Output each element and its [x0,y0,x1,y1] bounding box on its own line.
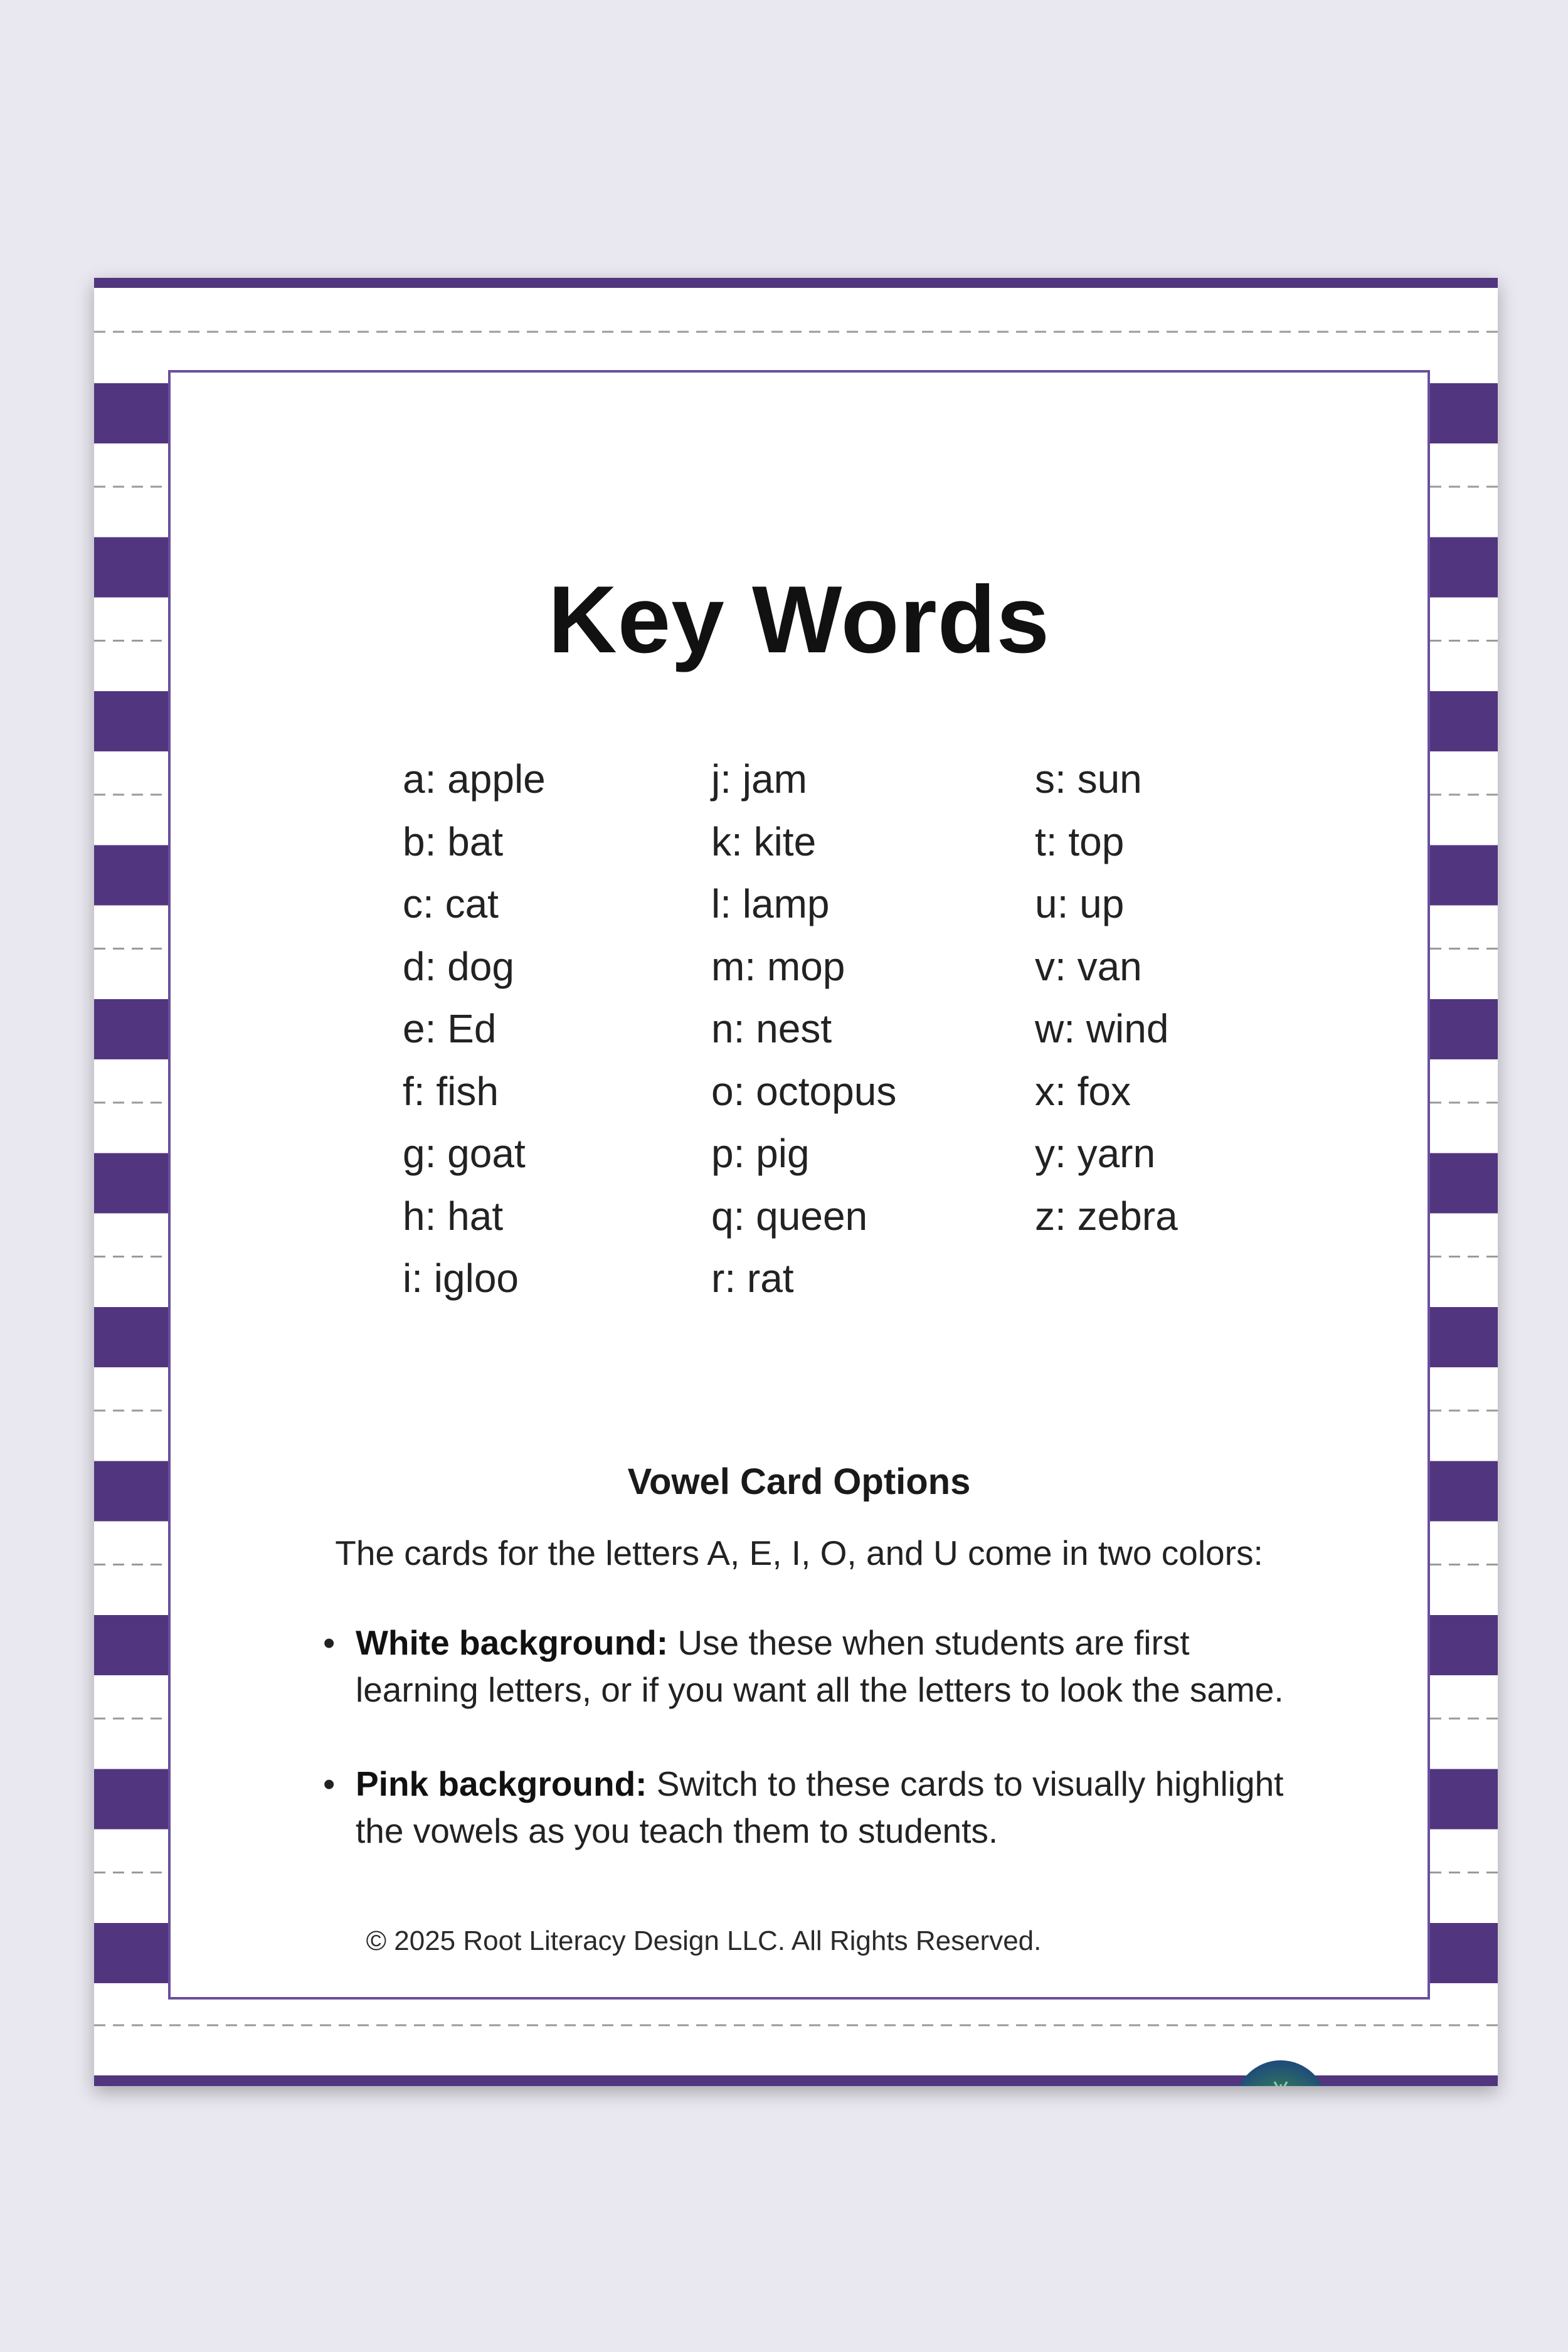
border-stripe-left [94,1615,168,1675]
key-words-column-1 [403,748,546,1310]
key-word-item: z: zebra [1035,1193,1178,1239]
worksheet-page [94,278,1498,2125]
key-word-item: n: nest [711,1006,832,1051]
key-word-item: r: rat [711,1256,794,1301]
bullet-icon: • [323,1623,336,1662]
border-stripe-right [1430,1307,1498,1367]
bullet-icon: • [323,1764,336,1803]
vowel-option-text: Switch to these cards to visually highlight the vowels as you teach them to students. [356,1764,1284,1850]
key-word-item: k: kite [711,818,817,864]
vowel-option-label: Pink background: [356,1764,647,1803]
key-word-item: c: cat [403,881,499,926]
border-stripe-right [1430,383,1498,443]
key-word-item: v: van [1035,943,1142,989]
border-stripe-right [1430,999,1498,1059]
border-stripe-right [1430,845,1498,906]
border-stripe-left [94,383,168,443]
key-word-item: t: top [1035,818,1125,864]
border-stripe-right [1430,1153,1498,1214]
key-word-item: q: queen [711,1193,868,1239]
vowel-section-intro: The cards for the letters A, E, I, O, and U come in two colors: [335,1534,1263,1572]
border-stripe-left [94,691,168,751]
tree-logo-icon: ROOT LITERACY DESIGN [1233,2059,1328,2086]
key-words-column-2 [711,748,896,1310]
key-word-item: y: yarn [1035,1131,1156,1176]
border-stripe-right [1430,691,1498,751]
key-word-item: p: pig [711,1131,810,1176]
copyright-footer: © 2025 Root Literacy Design LLC. All Rights Reserved. [366,1926,1042,1956]
border-stripe-left [94,999,168,1059]
border-stripe-left [94,1769,168,1830]
border-stripe-left [94,1461,168,1522]
page-title: Key Words [548,566,1051,673]
key-word-item: l: lamp [711,881,830,926]
border-stripe-left [94,1307,168,1367]
vowel-option-text: Use these when students are first learning letters, or if you want all the letters to look the same. [356,1623,1284,1709]
key-word-item: g: goat [403,1131,526,1176]
key-word-item: j: jam [711,756,807,802]
key-word-item: d: dog [403,943,514,989]
vowel-section-heading: Vowel Card Options [627,1461,971,1502]
border-stripe-left [94,845,168,906]
vowel-option-item [324,1619,1303,1714]
key-word-item: m: mop [711,943,845,989]
content-panel [168,370,1430,2000]
border-stripe-right [1430,1769,1498,1830]
key-word-item: w: wind [1035,1006,1169,1051]
key-word-item: i: igloo [403,1256,519,1301]
border-stripe-right [1430,538,1498,598]
border-stripe-right [1430,1923,1498,1983]
key-word-item: u: up [1035,881,1125,926]
vowel-options-list [324,1619,1303,1902]
vowel-option-item [324,1761,1303,1855]
border-stripe-right [1430,1461,1498,1522]
key-word-item: b: bat [403,818,504,864]
border-stripe-right [1430,1615,1498,1675]
key-word-item: h: hat [403,1193,504,1239]
key-word-item: o: octopus [711,1068,897,1114]
key-word-item: f: fish [403,1068,499,1114]
key-word-item: x: fox [1035,1068,1131,1114]
key-word-item: e: Ed [403,1006,497,1051]
border-stripe-left [94,538,168,598]
border-stripe-top [94,278,1498,288]
key-word-item: s: sun [1035,756,1142,802]
border-stripe-left [94,1153,168,1214]
key-word-item: a: apple [403,756,546,802]
border-stripe-left [94,1923,168,1983]
key-words-column-3 [1035,748,1178,1248]
vowel-option-label: White background: [356,1623,669,1662]
